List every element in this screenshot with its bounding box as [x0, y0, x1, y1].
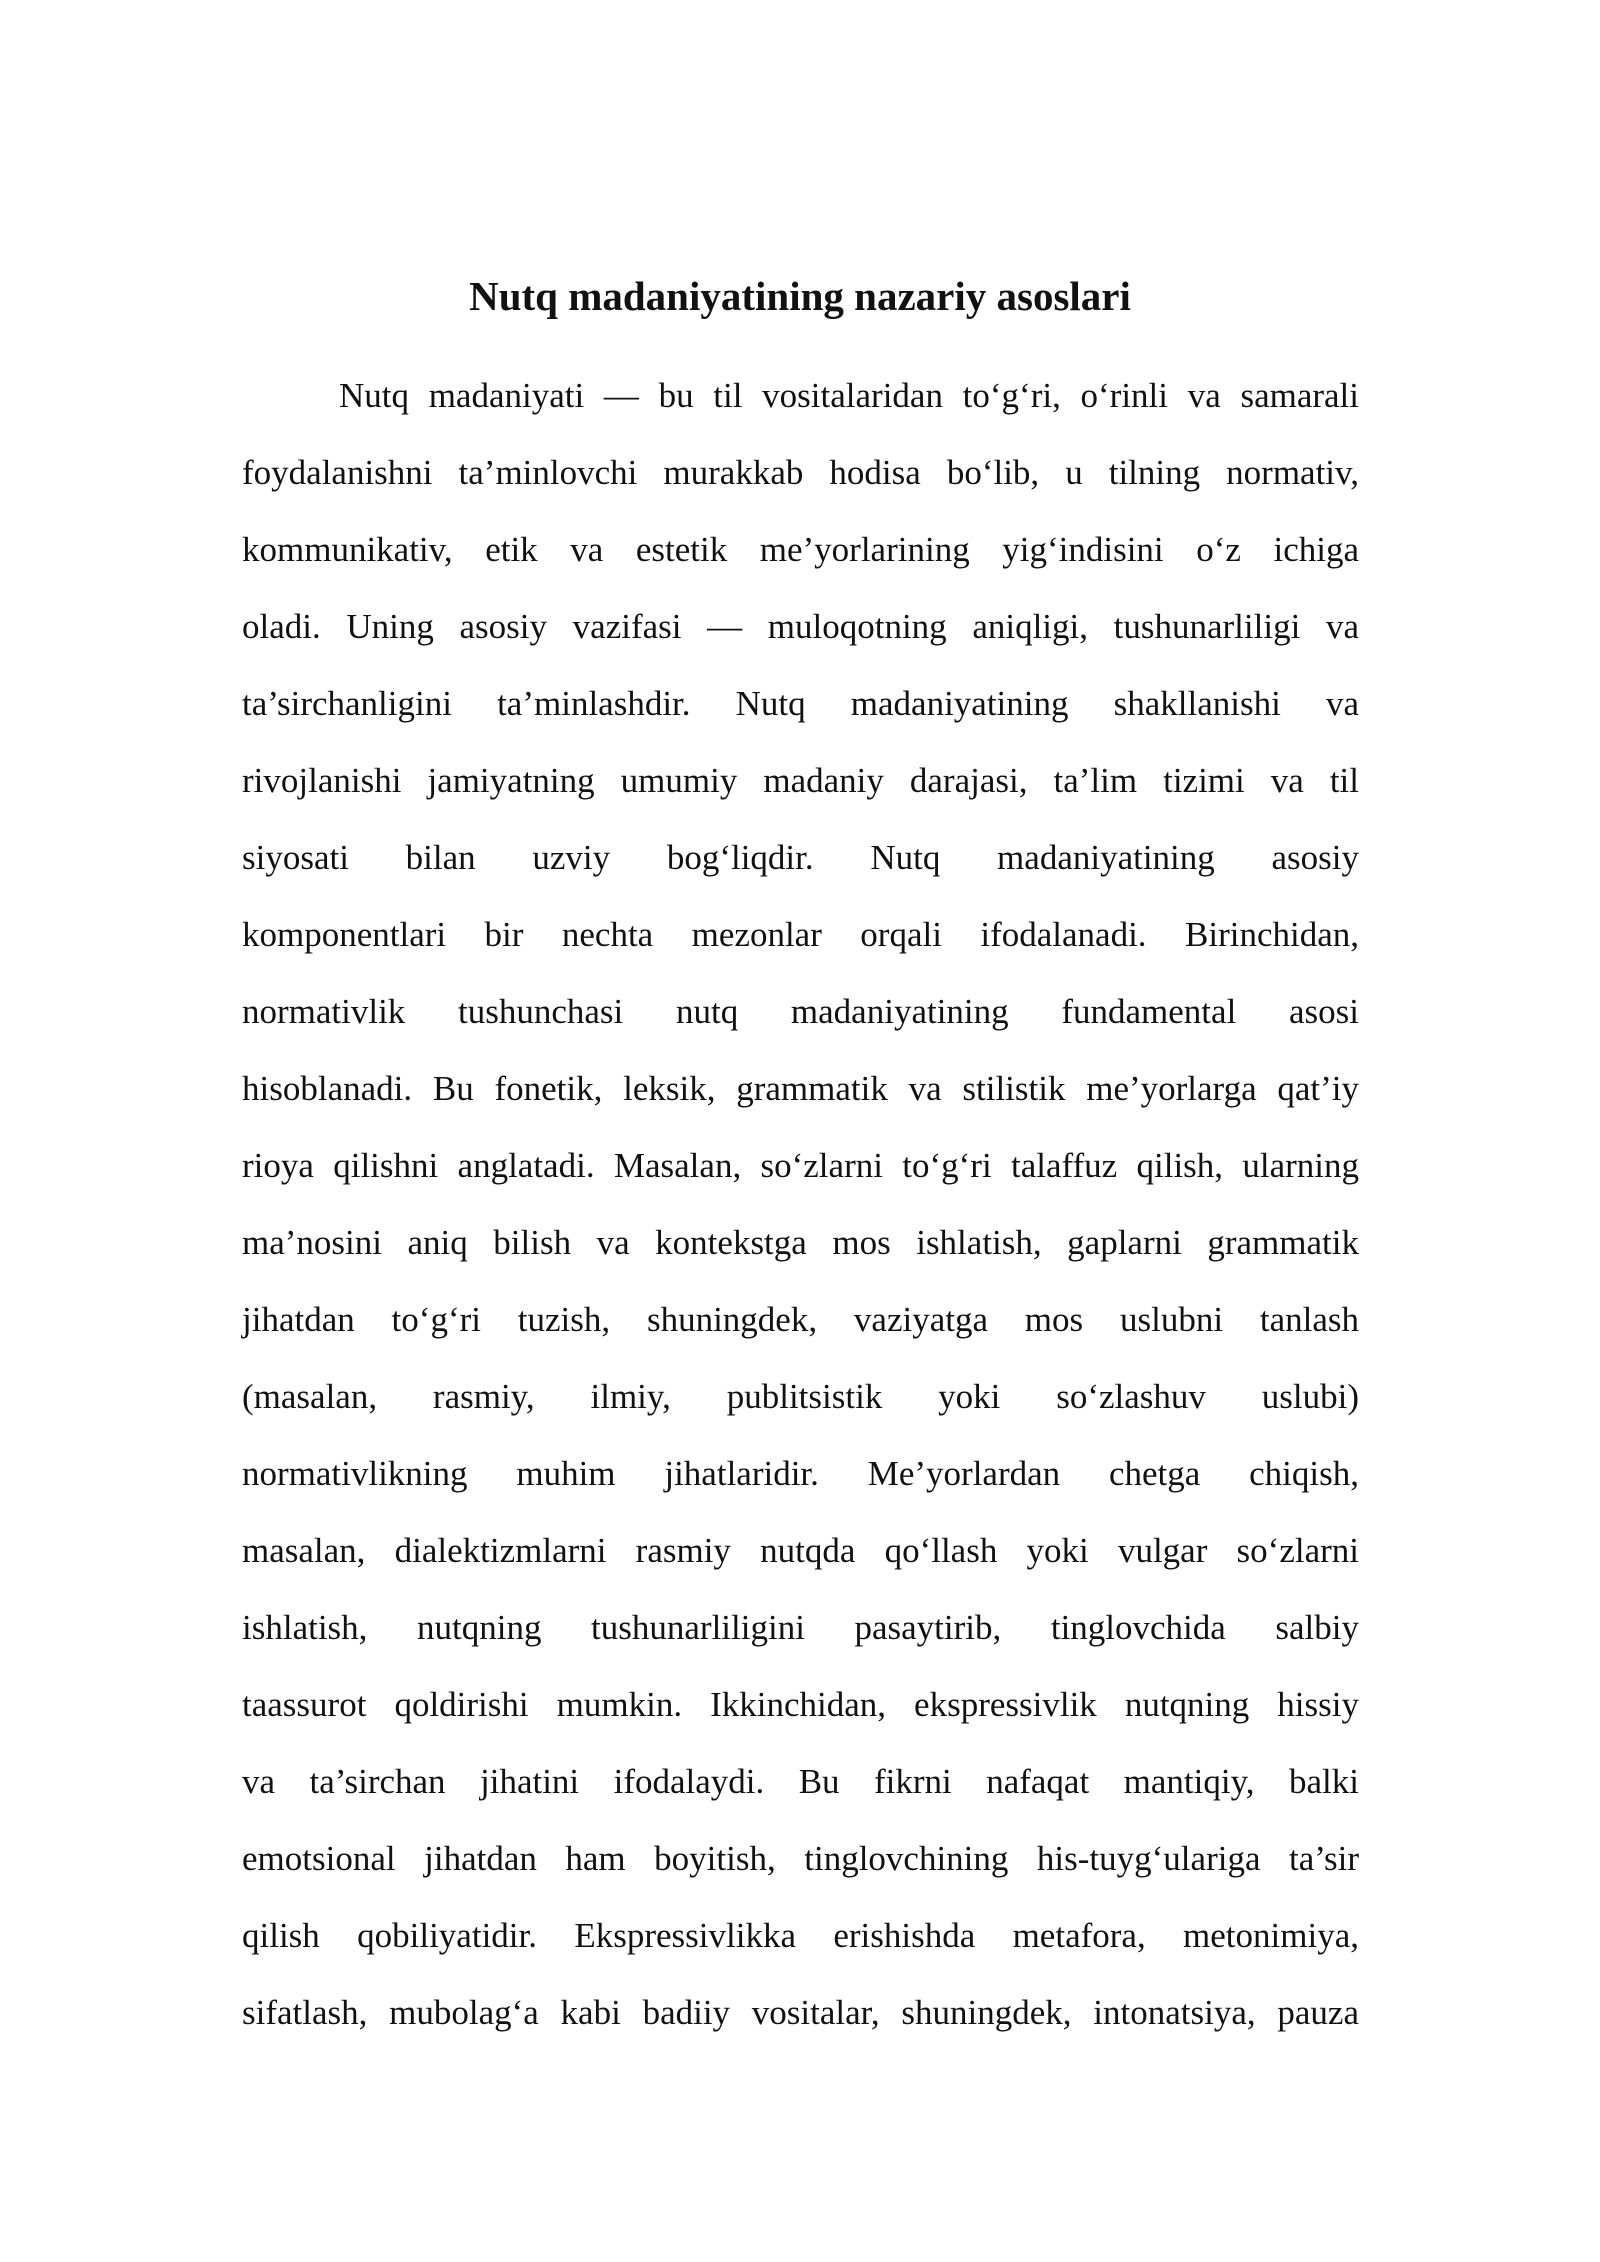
paragraph-line: (masalan, rasmiy, ilmiy, publitsistik yoki so‘zlashuv uslubi) [242, 1377, 1359, 1416]
paragraph-line: qilish qobiliyatidir. Ekspressivlikka erishishda metafora, metonimiya, [242, 1916, 1359, 1955]
paragraph-line: kommunikativ, etik va estetik me’yorlarining yig‘indisini o‘z ichiga [242, 530, 1359, 569]
paragraph-line: rioya qilishni anglatadi. Masalan, so‘zlarni to‘g‘ri talaffuz qilish, ularning [242, 1146, 1359, 1185]
paragraph-line: va ta’sirchan jihatini ifodalaydi. Bu fikrni nafaqat mantiqiy, balki [242, 1762, 1359, 1801]
paragraph-line: ta’sirchanligini ta’minlashdir. Nutq madaniyatining shakllanishi va [242, 684, 1359, 723]
paragraph-line: emotsional jihatdan ham boyitish, tinglovchining his-tuyg‘ulariga ta’sir [242, 1839, 1359, 1878]
document-title: Nutq madaniyatining nazariy asoslari [469, 273, 1131, 319]
paragraph-line: Nutq madaniyati — bu til vositalaridan to‘g‘ri, o‘rinli va samarali [339, 376, 1359, 415]
paragraph-line: oladi. Uning asosiy vazifasi — muloqotning aniqligi, tushunarliligi va [242, 607, 1359, 646]
paragraph-line: sifatlash, mubolag‘a kabi badiiy vositalar, shuningdek, intonatsiya, pauza [242, 1993, 1359, 2032]
paragraph-line: normativlikning muhim jihatlaridir. Me’yorlardan chetga chiqish, [242, 1454, 1359, 1493]
paragraph-line: foydalanishni ta’minlovchi murakkab hodisa bo‘lib, u tilning normativ, [242, 453, 1359, 492]
paragraph-line: jihatdan to‘g‘ri tuzish, shuningdek, vaziyatga mos uslubni tanlash [242, 1300, 1359, 1339]
paragraph-line: ishlatish, nutqning tushunarliligini pasaytirib, tinglovchida salbiy [242, 1608, 1359, 1647]
paragraph-line: siyosati bilan uzviy bog‘liqdir. Nutq madaniyatining asosiy [242, 838, 1359, 877]
paragraph-line: taassurot qoldirishi mumkin. Ikkinchidan, ekspressivlik nutqning hissiy [242, 1685, 1359, 1724]
body-paragraph [242, 368, 1359, 2062]
paragraph-line: rivojlanishi jamiyatning umumiy madaniy darajasi, ta’lim tizimi va til [242, 761, 1359, 800]
paragraph-line: normativlik tushunchasi nutq madaniyatining fundamental asosi [242, 992, 1359, 1031]
paragraph-line: masalan, dialektizmlarni rasmiy nutqda qo‘llash yoki vulgar so‘zlarni [242, 1531, 1359, 1570]
paragraph-line: hisoblanadi. Bu fonetik, leksik, grammatik va stilistik me’yorlarga qat’iy [242, 1069, 1359, 1108]
paragraph-line: ma’nosini aniq bilish va kontekstga mos ishlatish, gaplarni grammatik [242, 1223, 1359, 1262]
paragraph-line: komponentlari bir nechta mezonlar orqali ifodalanadi. Birinchidan, [242, 915, 1359, 954]
